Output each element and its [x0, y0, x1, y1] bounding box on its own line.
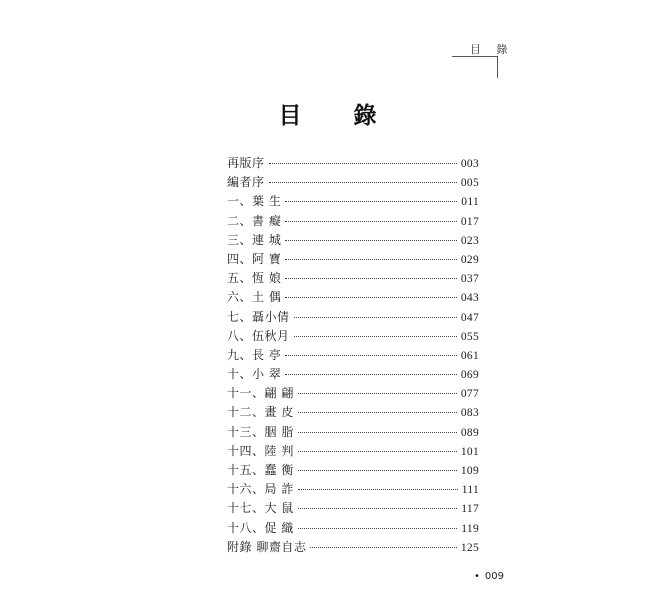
toc-entry-page: 023: [460, 234, 479, 247]
toc-entry[interactable]: [227, 480, 479, 499]
toc-entry-page: 117: [461, 503, 479, 516]
dot-leader: [298, 527, 457, 529]
dot-leader: [298, 488, 458, 490]
toc-entry[interactable]: [227, 423, 479, 442]
toc-entry-label: 再版序: [227, 156, 265, 170]
toc-entry[interactable]: [227, 231, 479, 250]
dot-leader: [285, 239, 457, 241]
toc-entry-label: 九、長 亭: [227, 347, 282, 362]
toc-entry-page: 101: [460, 445, 479, 458]
toc-entry-label: 附錄 聊齋自志: [227, 539, 307, 554]
running-header: [0, 0, 655, 80]
dot-leader: [285, 354, 457, 356]
toc-entry-page: 011: [461, 196, 479, 209]
toc-entry[interactable]: [227, 346, 479, 365]
toc-entry[interactable]: [227, 365, 479, 384]
toc-entry-label: 十八、促 織: [227, 520, 294, 535]
toc-entry-label: 四、阿 寶: [227, 251, 282, 266]
dot-leader: [298, 450, 457, 452]
toc-entry-label: 十一、翩 翩: [227, 386, 294, 401]
toc-entry[interactable]: [227, 538, 479, 557]
toc-entry-page: 109: [460, 465, 479, 477]
running-header-text: 目 錄: [470, 43, 514, 56]
toc-entry-page: 083: [460, 407, 479, 420]
toc-entry-page: 069: [460, 369, 479, 382]
toc-entry[interactable]: [227, 154, 479, 173]
table-of-contents: [227, 154, 479, 557]
toc-entry-page: 089: [460, 426, 479, 439]
toc-entry-label: 十七、大 鼠: [227, 501, 294, 516]
dot-leader: [269, 181, 457, 183]
dot-leader: [285, 373, 457, 375]
page-folio: [474, 571, 504, 582]
dot-leader: [269, 162, 457, 164]
toc-entry-label: 十四、陸 判: [227, 443, 294, 458]
toc-entry-page: 119: [461, 522, 479, 535]
dot-leader: [285, 200, 457, 202]
toc-entry-label: 三、連 城: [227, 232, 282, 247]
toc-entry[interactable]: [227, 269, 479, 288]
toc-entry-label: 六、土 偶: [227, 290, 282, 305]
toc-entry[interactable]: [227, 173, 479, 192]
dot-leader: [285, 258, 457, 260]
dot-leader: [285, 277, 457, 279]
toc-entry[interactable]: [227, 327, 479, 346]
toc-entry-page: 029: [460, 253, 479, 266]
toc-entry-page: 111: [461, 484, 479, 497]
toc-entry[interactable]: [227, 499, 479, 518]
toc-entry-page: 017: [460, 215, 479, 228]
toc-entry-label: 十六、局 詐: [227, 482, 294, 497]
dot-leader: [298, 507, 457, 509]
toc-entry-label: 十三、胭 脂: [227, 424, 294, 439]
toc-entry-label: 十、小 翠: [227, 367, 282, 382]
page-title: 目 錄: [278, 103, 399, 129]
toc-entry-page: 043: [460, 292, 479, 305]
dot-leader: [298, 431, 457, 433]
dot-leader: [298, 392, 457, 394]
toc-entry-label: 一、葉 生: [227, 194, 282, 209]
toc-entry[interactable]: [227, 384, 479, 403]
toc-entry-label: 七、聶小倩: [227, 309, 290, 324]
dot-leader: [310, 546, 457, 548]
toc-entry-page: 077: [460, 388, 479, 401]
toc-entry[interactable]: [227, 212, 479, 231]
toc-entry-page: 003: [460, 158, 479, 170]
folio-page-number: 009: [484, 571, 504, 582]
toc-entry[interactable]: [227, 461, 479, 480]
toc-entry-label: 編者序: [227, 175, 265, 190]
toc-entry[interactable]: [227, 250, 479, 269]
toc-entry[interactable]: [227, 288, 479, 307]
toc-entry-page: 055: [460, 330, 479, 343]
toc-entry-page: 125: [460, 541, 479, 554]
toc-entry-label: 八、伍秋月: [227, 328, 290, 343]
toc-entry-label: 十五、蠢 衡: [227, 463, 294, 477]
dot-leader: [294, 316, 457, 318]
toc-entry-label: 五、恆 娘: [227, 271, 282, 286]
toc-entry-page: 005: [460, 177, 479, 190]
dot-leader: [285, 296, 457, 298]
header-rule-vertical: [497, 56, 498, 78]
toc-entry[interactable]: [227, 442, 479, 461]
toc-entry-label: 二、書 癡: [227, 213, 282, 228]
toc-entry-page: 037: [460, 273, 479, 286]
header-rule-horizontal: [452, 56, 498, 57]
toc-entry-page: 047: [460, 311, 479, 324]
dot-leader: [294, 335, 457, 337]
toc-entry-page: 061: [460, 349, 479, 362]
dot-leader: [298, 469, 457, 471]
toc-entry-label: 十二、畫 皮: [227, 405, 294, 420]
folio-bullet: •: [474, 571, 480, 582]
dot-leader: [298, 411, 457, 413]
toc-entry[interactable]: [227, 519, 479, 538]
dot-leader: [285, 220, 457, 222]
toc-entry[interactable]: [227, 192, 479, 211]
toc-entry[interactable]: [227, 403, 479, 422]
toc-entry[interactable]: [227, 308, 479, 327]
